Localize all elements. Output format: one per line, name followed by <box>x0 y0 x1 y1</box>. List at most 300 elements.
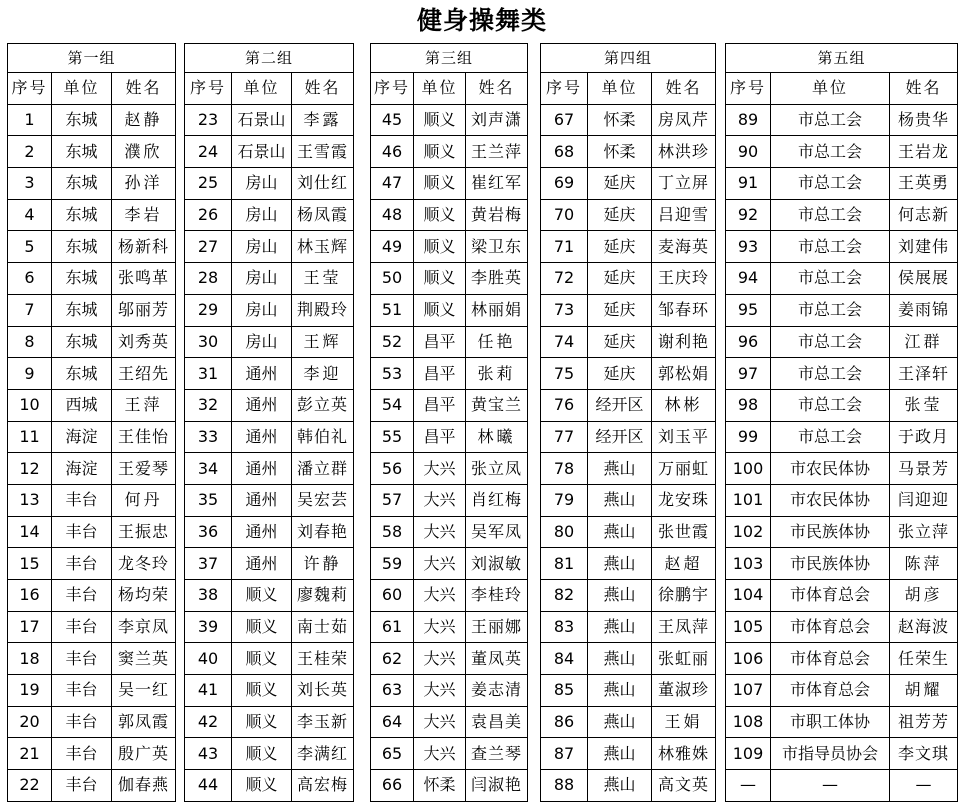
row-seq: 40 <box>185 643 232 675</box>
row-unit: 燕山 <box>588 706 652 738</box>
row-unit: 顺义 <box>232 738 292 770</box>
row-seq: 77 <box>541 421 588 453</box>
row-seq: 80 <box>541 516 588 548</box>
row-name: 姜雨锦 <box>890 294 958 326</box>
row-unit: 市总工会 <box>771 294 890 326</box>
row-seq: 34 <box>185 453 232 485</box>
row-unit: 顺义 <box>232 643 292 675</box>
table-row <box>371 136 528 168</box>
name-header: 姓名 <box>292 73 354 105</box>
row-seq: 71 <box>541 231 588 263</box>
row-seq: 45 <box>371 104 414 136</box>
row-unit: — <box>771 770 890 802</box>
row-name: 廖魏莉 <box>292 580 354 612</box>
row-seq: 99 <box>726 421 771 453</box>
row-seq: 81 <box>541 548 588 580</box>
row-unit: 燕山 <box>588 516 652 548</box>
row-seq: 44 <box>185 770 232 802</box>
table-row <box>541 421 716 453</box>
table-row <box>185 484 354 516</box>
row-name: 吴军凤 <box>466 516 528 548</box>
table-row <box>726 738 958 770</box>
table-row <box>371 104 528 136</box>
row-unit: 怀柔 <box>588 104 652 136</box>
row-unit: 东城 <box>52 231 112 263</box>
table-row <box>371 770 528 802</box>
row-name: 林雅姝 <box>652 738 716 770</box>
row-unit: 通州 <box>232 389 292 421</box>
group-header: 第三组 <box>371 44 528 73</box>
row-seq: 21 <box>8 738 52 770</box>
table-row <box>371 294 528 326</box>
table-row <box>8 326 176 358</box>
table-row <box>8 231 176 263</box>
name-header: 姓名 <box>652 73 716 105</box>
table-row <box>185 263 354 295</box>
table-row <box>371 738 528 770</box>
row-seq: 27 <box>185 231 232 263</box>
row-seq: 18 <box>8 643 52 675</box>
row-unit: 怀柔 <box>588 136 652 168</box>
group-table-1 <box>7 43 176 802</box>
table-row <box>371 199 528 231</box>
row-unit: 市总工会 <box>771 199 890 231</box>
table-row <box>541 263 716 295</box>
table-row <box>371 358 528 390</box>
row-name: 闫迎迎 <box>890 484 958 516</box>
row-name: 林曦 <box>466 421 528 453</box>
table-row <box>371 580 528 612</box>
table-row <box>8 421 176 453</box>
table-row <box>726 643 958 675</box>
table-row <box>185 675 354 707</box>
row-unit: 延庆 <box>588 358 652 390</box>
table-row <box>8 611 176 643</box>
row-unit: 大兴 <box>414 675 466 707</box>
table-row <box>541 675 716 707</box>
row-seq: 12 <box>8 453 52 485</box>
row-seq: 14 <box>8 516 52 548</box>
row-seq: 53 <box>371 358 414 390</box>
row-seq: 38 <box>185 580 232 612</box>
row-unit: 顺义 <box>414 199 466 231</box>
row-seq: 69 <box>541 168 588 200</box>
row-unit: 燕山 <box>588 643 652 675</box>
row-unit: 延庆 <box>588 294 652 326</box>
row-seq: 103 <box>726 548 771 580</box>
row-seq: 1 <box>8 104 52 136</box>
table-row <box>371 706 528 738</box>
table-row <box>541 484 716 516</box>
row-unit: 大兴 <box>414 706 466 738</box>
row-unit: 市总工会 <box>771 136 890 168</box>
row-name: 张鸣革 <box>112 263 176 295</box>
row-name: 王娟 <box>652 706 716 738</box>
row-seq: 32 <box>185 389 232 421</box>
row-seq: 17 <box>8 611 52 643</box>
row-name: 董凤英 <box>466 643 528 675</box>
row-seq: 9 <box>8 358 52 390</box>
row-unit: 通州 <box>232 548 292 580</box>
row-name: 林丽娟 <box>466 294 528 326</box>
table-row <box>726 548 958 580</box>
row-name: 李京凤 <box>112 611 176 643</box>
table-row <box>8 199 176 231</box>
row-unit: 昌平 <box>414 421 466 453</box>
row-name: 任荣生 <box>890 643 958 675</box>
table-row <box>726 358 958 390</box>
table-row <box>371 231 528 263</box>
row-unit: 东城 <box>52 358 112 390</box>
row-seq: 8 <box>8 326 52 358</box>
row-seq: 108 <box>726 706 771 738</box>
row-seq: 15 <box>8 548 52 580</box>
row-unit: 海淀 <box>52 453 112 485</box>
name-header: 姓名 <box>890 73 958 105</box>
row-unit: 东城 <box>52 263 112 295</box>
row-seq: 55 <box>371 421 414 453</box>
seq-header: 序号 <box>371 73 414 105</box>
table-row <box>726 770 958 802</box>
table-row <box>185 453 354 485</box>
row-name: 丁立屏 <box>652 168 716 200</box>
table-row <box>8 453 176 485</box>
row-seq: 26 <box>185 199 232 231</box>
row-name: 李满红 <box>292 738 354 770</box>
row-seq: 97 <box>726 358 771 390</box>
row-unit: 昌平 <box>414 358 466 390</box>
row-name: 梁卫东 <box>466 231 528 263</box>
row-unit: 市总工会 <box>771 104 890 136</box>
table-row <box>185 231 354 263</box>
row-unit: 东城 <box>52 294 112 326</box>
table-row <box>726 104 958 136</box>
table-row <box>371 263 528 295</box>
row-unit: 丰台 <box>52 580 112 612</box>
row-name: 王雪霞 <box>292 136 354 168</box>
row-unit: 丰台 <box>52 770 112 802</box>
table-row <box>541 770 716 802</box>
row-name: 王爱琴 <box>112 453 176 485</box>
table-row <box>726 675 958 707</box>
table-row <box>185 358 354 390</box>
row-unit: 丰台 <box>52 675 112 707</box>
table-row <box>726 580 958 612</box>
row-seq: 68 <box>541 136 588 168</box>
table-row <box>541 231 716 263</box>
row-seq: 7 <box>8 294 52 326</box>
table-row <box>8 643 176 675</box>
table-row <box>541 199 716 231</box>
table-row <box>726 389 958 421</box>
table-row <box>371 484 528 516</box>
table-row <box>8 548 176 580</box>
table-row <box>726 611 958 643</box>
row-seq: 58 <box>371 516 414 548</box>
row-name: 崔红军 <box>466 168 528 200</box>
table-row <box>726 706 958 738</box>
row-unit: 市民族体协 <box>771 548 890 580</box>
row-unit: 东城 <box>52 136 112 168</box>
row-name: 王丽娜 <box>466 611 528 643</box>
table-row <box>8 738 176 770</box>
table-row <box>8 294 176 326</box>
row-unit: 燕山 <box>588 548 652 580</box>
row-unit: 延庆 <box>588 168 652 200</box>
row-seq: 106 <box>726 643 771 675</box>
row-seq: 43 <box>185 738 232 770</box>
row-name: — <box>890 770 958 802</box>
table-row <box>8 770 176 802</box>
row-name: 胡彦 <box>890 580 958 612</box>
row-name: 袁昌美 <box>466 706 528 738</box>
row-name: 王辉 <box>292 326 354 358</box>
row-name: 张虹丽 <box>652 643 716 675</box>
row-unit: 通州 <box>232 453 292 485</box>
table-row <box>8 168 176 200</box>
row-seq: — <box>726 770 771 802</box>
row-name: 王佳怡 <box>112 421 176 453</box>
row-seq: 41 <box>185 675 232 707</box>
row-seq: 94 <box>726 263 771 295</box>
table-row <box>726 294 958 326</box>
table-row <box>185 389 354 421</box>
row-seq: 25 <box>185 168 232 200</box>
table-row <box>185 168 354 200</box>
row-unit: 大兴 <box>414 580 466 612</box>
row-name: 王英勇 <box>890 168 958 200</box>
row-name: 江群 <box>890 326 958 358</box>
row-unit: 燕山 <box>588 484 652 516</box>
row-seq: 4 <box>8 199 52 231</box>
row-unit: 市体育总会 <box>771 611 890 643</box>
table-row <box>541 326 716 358</box>
row-seq: 109 <box>726 738 771 770</box>
row-seq: 82 <box>541 580 588 612</box>
table-row <box>726 231 958 263</box>
row-name: 徐鹏宇 <box>652 580 716 612</box>
group-header: 第五组 <box>726 44 958 73</box>
table-row <box>541 516 716 548</box>
row-name: 谢利艳 <box>652 326 716 358</box>
row-name: 何丹 <box>112 484 176 516</box>
table-row <box>541 706 716 738</box>
table-row <box>726 136 958 168</box>
row-name: 韩伯礼 <box>292 421 354 453</box>
row-seq: 2 <box>8 136 52 168</box>
row-name: 刘建伟 <box>890 231 958 263</box>
row-unit: 市职工体协 <box>771 706 890 738</box>
row-seq: 65 <box>371 738 414 770</box>
row-unit: 市民族体协 <box>771 516 890 548</box>
row-unit: 东城 <box>52 199 112 231</box>
row-unit: 房山 <box>232 263 292 295</box>
row-seq: 39 <box>185 611 232 643</box>
row-unit: 房山 <box>232 199 292 231</box>
table-row <box>371 168 528 200</box>
table-row <box>8 358 176 390</box>
table-row <box>185 294 354 326</box>
row-name: 李露 <box>292 104 354 136</box>
row-unit: 延庆 <box>588 231 652 263</box>
table-row <box>185 706 354 738</box>
row-name: 王振忠 <box>112 516 176 548</box>
row-seq: 62 <box>371 643 414 675</box>
row-unit: 通州 <box>232 516 292 548</box>
table-row <box>185 104 354 136</box>
row-seq: 86 <box>541 706 588 738</box>
row-seq: 85 <box>541 675 588 707</box>
seq-header: 序号 <box>541 73 588 105</box>
row-seq: 59 <box>371 548 414 580</box>
group-table-4 <box>540 43 716 802</box>
row-seq: 6 <box>8 263 52 295</box>
row-unit: 大兴 <box>414 738 466 770</box>
unit-header: 单位 <box>52 73 112 105</box>
row-unit: 经开区 <box>588 389 652 421</box>
row-unit: 顺义 <box>232 675 292 707</box>
row-seq: 72 <box>541 263 588 295</box>
table-row <box>185 580 354 612</box>
table-row <box>185 611 354 643</box>
table-row <box>726 326 958 358</box>
row-seq: 36 <box>185 516 232 548</box>
row-name: 麦海英 <box>652 231 716 263</box>
row-seq: 57 <box>371 484 414 516</box>
table-row <box>8 389 176 421</box>
row-unit: 燕山 <box>588 675 652 707</box>
row-seq: 16 <box>8 580 52 612</box>
row-unit: 顺义 <box>414 168 466 200</box>
row-seq: 50 <box>371 263 414 295</box>
row-name: 杨均荣 <box>112 580 176 612</box>
row-name: 张立萍 <box>890 516 958 548</box>
table-row <box>371 389 528 421</box>
row-unit: 大兴 <box>414 643 466 675</box>
row-seq: 88 <box>541 770 588 802</box>
row-seq: 83 <box>541 611 588 643</box>
row-name: 林洪珍 <box>652 136 716 168</box>
row-name: 刘春艳 <box>292 516 354 548</box>
row-unit: 东城 <box>52 326 112 358</box>
row-name: 刘声潇 <box>466 104 528 136</box>
table-row <box>185 516 354 548</box>
table-row <box>541 168 716 200</box>
row-seq: 37 <box>185 548 232 580</box>
table-row <box>726 199 958 231</box>
row-seq: 48 <box>371 199 414 231</box>
table-row <box>726 484 958 516</box>
table-row <box>726 168 958 200</box>
row-name: 龙安珠 <box>652 484 716 516</box>
row-seq: 19 <box>8 675 52 707</box>
row-name: 刘玉平 <box>652 421 716 453</box>
table-row <box>185 136 354 168</box>
row-unit: 市总工会 <box>771 326 890 358</box>
row-seq: 89 <box>726 104 771 136</box>
row-unit: 燕山 <box>588 580 652 612</box>
row-seq: 49 <box>371 231 414 263</box>
table-row <box>8 516 176 548</box>
row-seq: 74 <box>541 326 588 358</box>
row-seq: 52 <box>371 326 414 358</box>
table-row <box>8 706 176 738</box>
unit-header: 单位 <box>588 73 652 105</box>
row-seq: 5 <box>8 231 52 263</box>
row-name: 高宏梅 <box>292 770 354 802</box>
row-name: 彭立英 <box>292 389 354 421</box>
row-name: 杨新科 <box>112 231 176 263</box>
row-name: 于政月 <box>890 421 958 453</box>
row-name: 张莹 <box>890 389 958 421</box>
row-unit: 燕山 <box>588 738 652 770</box>
row-unit: 大兴 <box>414 516 466 548</box>
table-row <box>541 136 716 168</box>
row-seq: 100 <box>726 453 771 485</box>
row-name: 祖芳芳 <box>890 706 958 738</box>
row-name: 侯展展 <box>890 263 958 295</box>
row-unit: 房山 <box>232 168 292 200</box>
table-row <box>371 326 528 358</box>
table-row <box>185 548 354 580</box>
row-seq: 95 <box>726 294 771 326</box>
row-unit: 市总工会 <box>771 231 890 263</box>
row-seq: 31 <box>185 358 232 390</box>
row-name: 孙洋 <box>112 168 176 200</box>
row-name: 高文英 <box>652 770 716 802</box>
row-unit: 市总工会 <box>771 389 890 421</box>
row-name: 南士茹 <box>292 611 354 643</box>
row-seq: 60 <box>371 580 414 612</box>
table-row <box>371 421 528 453</box>
table-row <box>726 263 958 295</box>
name-header: 姓名 <box>112 73 176 105</box>
row-unit: 顺义 <box>232 706 292 738</box>
row-name: 张莉 <box>466 358 528 390</box>
row-name: 王绍先 <box>112 358 176 390</box>
row-seq: 98 <box>726 389 771 421</box>
row-seq: 47 <box>371 168 414 200</box>
row-unit: 通州 <box>232 421 292 453</box>
row-name: 吴宏芸 <box>292 484 354 516</box>
row-seq: 61 <box>371 611 414 643</box>
row-seq: 84 <box>541 643 588 675</box>
row-name: 赵海波 <box>890 611 958 643</box>
unit-header: 单位 <box>232 73 292 105</box>
row-name: 查兰琴 <box>466 738 528 770</box>
row-seq: 70 <box>541 199 588 231</box>
table-row <box>8 580 176 612</box>
row-seq: 13 <box>8 484 52 516</box>
row-unit: 市指导员协会 <box>771 738 890 770</box>
table-row <box>8 675 176 707</box>
row-unit: 延庆 <box>588 199 652 231</box>
row-name: 王庆玲 <box>652 263 716 295</box>
table-row <box>371 516 528 548</box>
row-name: 张立凤 <box>466 453 528 485</box>
row-seq: 93 <box>726 231 771 263</box>
row-name: 李桂玲 <box>466 580 528 612</box>
row-name: 李文琪 <box>890 738 958 770</box>
row-seq: 75 <box>541 358 588 390</box>
name-header: 姓名 <box>466 73 528 105</box>
row-name: 吴一红 <box>112 675 176 707</box>
table-row <box>8 136 176 168</box>
group-table-2 <box>184 43 354 802</box>
row-seq: 87 <box>541 738 588 770</box>
row-seq: 104 <box>726 580 771 612</box>
row-unit: 顺义 <box>414 104 466 136</box>
